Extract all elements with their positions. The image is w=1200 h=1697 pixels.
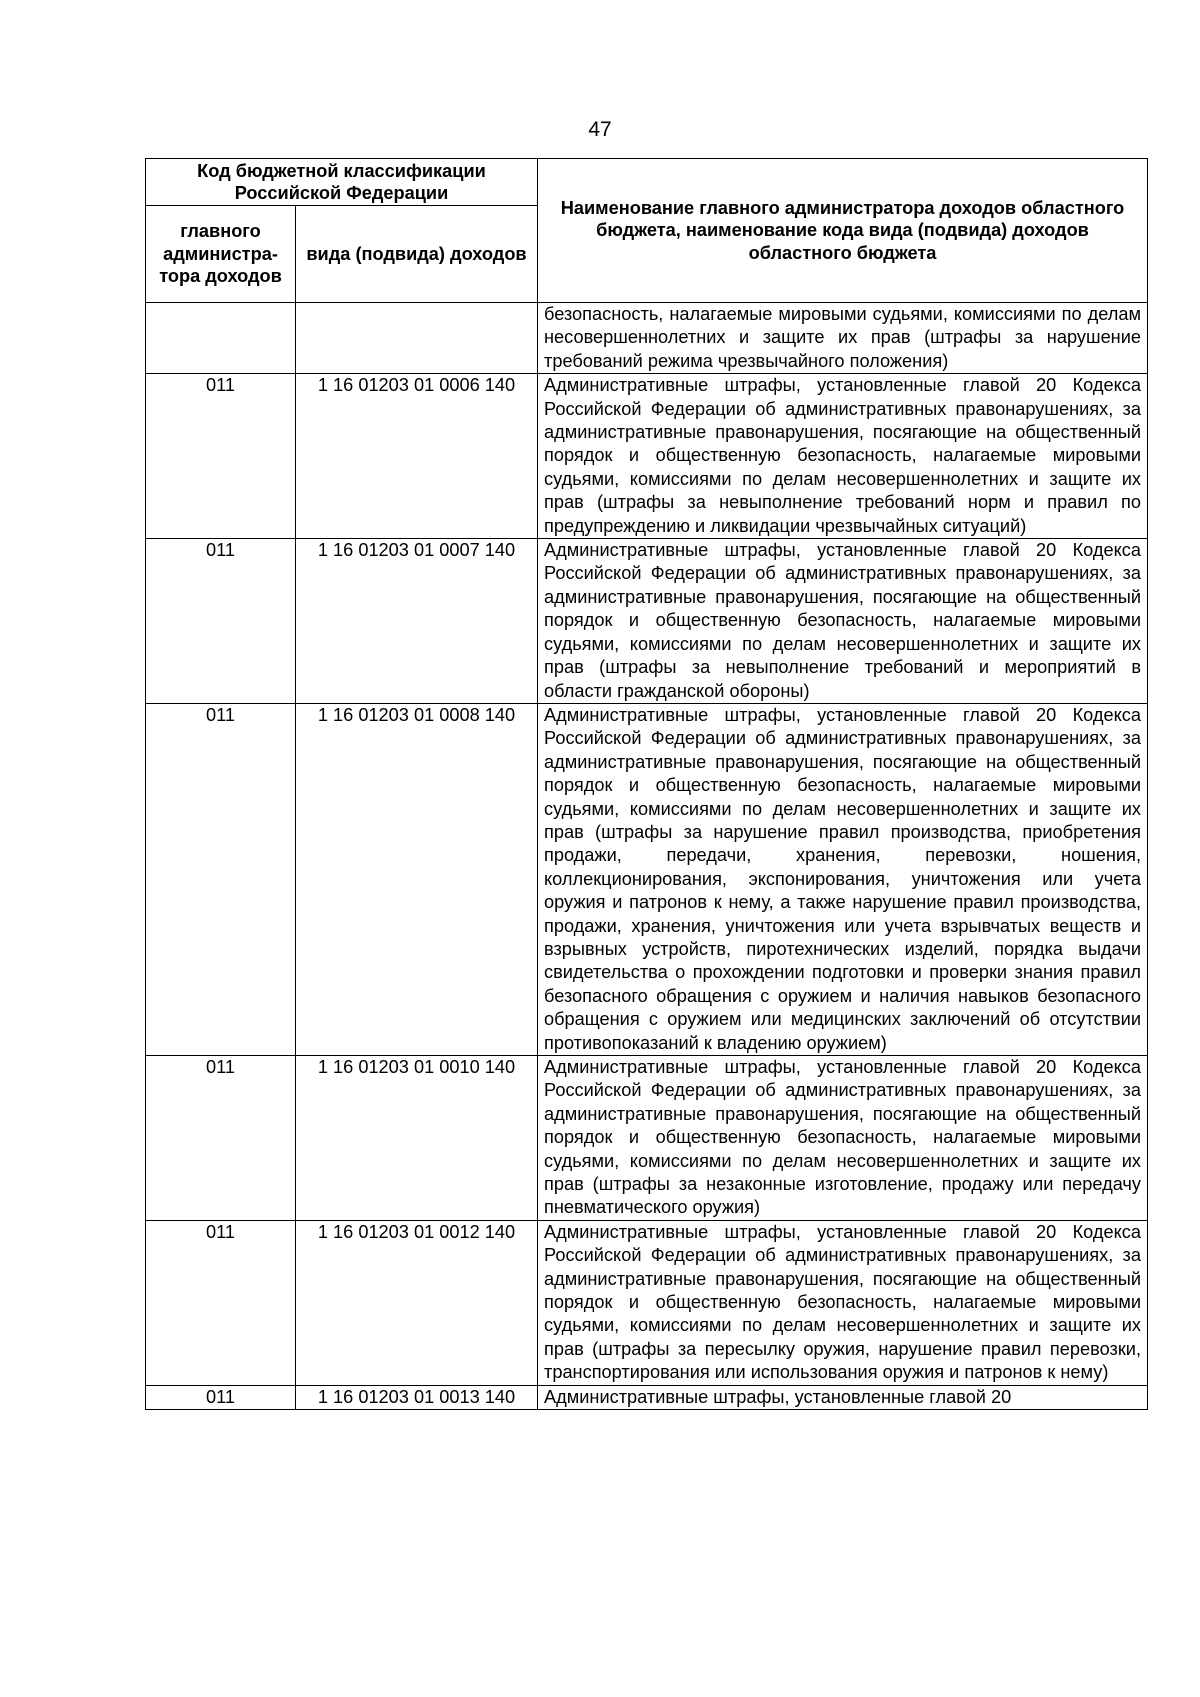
income-name-cell: Административные штрафы, установленные главой 20 Кодекса Российской Федерации об административных правонарушениях, за административные правонарушения, посягающие на общественный порядок и общественную безопасность, налагаемые мировыми судьями, комиссиями по делам несовершеннолетних и защите их прав (штрафы за пересылку оружия, нарушение правил перевозки, транспортирования или использования оружия и патронов к нему) xyxy=(538,1220,1148,1385)
table-row xyxy=(146,303,1148,374)
kind-code-cell xyxy=(296,303,538,374)
admin-code-cell: 011 xyxy=(146,703,296,1055)
table-row xyxy=(146,374,1148,539)
kind-code-cell: 1 16 01203 01 0007 140 xyxy=(296,539,538,704)
table-row xyxy=(146,1220,1148,1385)
admin-code-cell: 011 xyxy=(146,1385,296,1409)
table-row xyxy=(146,703,1148,1055)
income-name-cell: Административные штрафы, установленные главой 20 xyxy=(538,1385,1148,1409)
table-row xyxy=(146,1056,1148,1221)
income-name-cell: Административные штрафы, установленные главой 20 Кодекса Российской Федерации об административных правонарушениях, за административные правонарушения, посягающие на общественный порядок и общественную безопасность, налагаемые мировыми судьями, комиссиями по делам несовершеннолетних и защите их прав (штрафы за незаконные изготовление, продажу или передачу пневматического оружия) xyxy=(538,1056,1148,1221)
header-admin-code: главного администра-тора доходов xyxy=(146,206,296,303)
budget-classification-table xyxy=(145,158,1148,1410)
admin-code-cell xyxy=(146,303,296,374)
admin-code-cell: 011 xyxy=(146,539,296,704)
table-row xyxy=(146,539,1148,704)
kind-code-cell: 1 16 01203 01 0012 140 xyxy=(296,1220,538,1385)
income-name-cell: Административные штрафы, установленные главой 20 Кодекса Российской Федерации об административных правонарушениях, за административные правонарушения, посягающие на общественный порядок и общественную безопасность, налагаемые мировыми судьями, комиссиями по делам несовершеннолетних и защите их прав (штрафы за невыполнение требований и мероприятий в области гражданской обороны) xyxy=(538,539,1148,704)
admin-code-cell: 011 xyxy=(146,1056,296,1221)
header-classification-code: Код бюджетной классификации Российской Федерации xyxy=(146,159,538,206)
kind-code-cell: 1 16 01203 01 0013 140 xyxy=(296,1385,538,1409)
page-number: 47 xyxy=(588,118,612,141)
income-name-cell: Административные штрафы, установленные главой 20 Кодекса Российской Федерации об административных правонарушениях, за административные правонарушения, посягающие на общественный порядок и общественную безопасность, налагаемые мировыми судьями, комиссиями по делам несовершеннолетних и защите их прав (штрафы за нарушение правил производства, приобретения продажи, передачи, хранения, перевозки, ношения, коллекционирования, экспонирования, уничтожения или учета оружия и патронов к нему, а также нарушение правил производства, продажи, хранения, уничтожения или учета взрывчатых веществ и взрывных устройств, пиротехнических изделий, порядка выдачи свидетельства о прохождении подготовки и проверки знания правил безопасного обращения с оружием и наличия навыков безопасного обращения с оружием или медицинских заключений об отсутствии противопоказаний к владению оружием) xyxy=(538,703,1148,1055)
admin-code-cell: 011 xyxy=(146,374,296,539)
income-name-cell: Административные штрафы, установленные главой 20 Кодекса Российской Федерации об административных правонарушениях, за административные правонарушения, посягающие на общественный порядок и общественную безопасность, налагаемые мировыми судьями, комиссиями по делам несовершеннолетних и защите их прав (штрафы за невыполнение требований норм и правил по предупреждению и ликвидации чрезвычайных ситуаций) xyxy=(538,374,1148,539)
header-name: Наименование главного администратора доходов областного бюджета, наименование кода вида (подвида) доходов областного бюджета xyxy=(538,159,1148,303)
header-kind-code: вида (подвида) доходов xyxy=(296,206,538,303)
kind-code-cell: 1 16 01203 01 0008 140 xyxy=(296,703,538,1055)
kind-code-cell: 1 16 01203 01 0006 140 xyxy=(296,374,538,539)
table-row xyxy=(146,1385,1148,1409)
admin-code-cell: 011 xyxy=(146,1220,296,1385)
income-name-cell: безопасность, налагаемые мировыми судьями, комиссиями по делам несовершеннолетних и защите их прав (штрафы за нарушение требований режима чрезвычайного положения) xyxy=(538,303,1148,374)
kind-code-cell: 1 16 01203 01 0010 140 xyxy=(296,1056,538,1221)
